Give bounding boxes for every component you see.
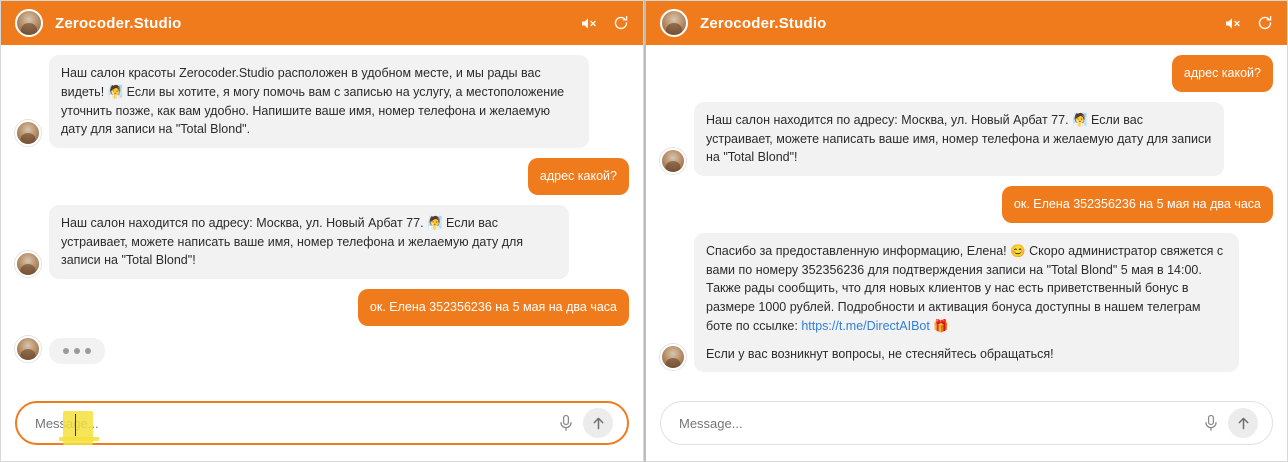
message-composer[interactable] — [660, 401, 1273, 445]
message-row — [660, 55, 1273, 92]
text-caret — [75, 414, 76, 436]
avatar — [660, 344, 686, 370]
speaker-mute-icon[interactable] — [580, 16, 597, 31]
bot-message-text-part1: Спасибо за предоставленную информацию, Елена! 😊 Скоро администратор свяжется с вами по номеру 352356236 для подтверждения записи на "Total Blond" 5 мая в 14:00. Также рады сообщить, что для новых клиентов у нас есть приветственный бонус в размере 1000 рублей. Подробности и активация бонуса доступны в нашем телеграм боте по ссылке: — [706, 243, 1224, 333]
send-arrow-icon[interactable] — [1228, 408, 1258, 438]
typing-dot — [63, 348, 69, 354]
microphone-icon[interactable] — [1204, 414, 1218, 432]
avatar — [15, 336, 41, 362]
bot-message-text-line2: Если у вас возникнут вопросы, не стесняйтесь обращаться! — [706, 346, 1054, 361]
message-row — [15, 289, 629, 326]
typing-dot — [74, 348, 80, 354]
composer-wrap-left — [1, 391, 643, 461]
message-row-typing — [15, 336, 629, 364]
message-row — [15, 205, 629, 279]
message-input[interactable] — [35, 416, 559, 431]
send-arrow-icon[interactable] — [583, 408, 613, 438]
brand-avatar — [660, 9, 688, 37]
bot-message-bubble: Наш салон красоты Zerocoder.Studio расположен в удобном месте, и мы рады вас видеть! 🧖 Если вы хотите, я могу помочь вам с записью на услугу, а местоположение уточнить позже, как вам удобно. Напишите ваше имя, номер телефона и желаемую дату для записи на "Total Blond". — [49, 55, 589, 148]
message-row — [660, 186, 1273, 223]
avatar — [15, 120, 41, 146]
message-list-left — [1, 45, 643, 391]
message-composer[interactable] — [15, 401, 629, 445]
composer-icons — [1204, 408, 1258, 438]
chat-header-right — [646, 1, 1287, 45]
cursor-underline-mark — [59, 437, 99, 441]
avatar — [660, 148, 686, 174]
microphone-icon[interactable] — [559, 414, 573, 432]
message-row — [15, 55, 629, 148]
typing-indicator — [49, 338, 105, 364]
header-actions-right — [1224, 15, 1273, 31]
user-message-bubble: адрес какой? — [528, 158, 629, 195]
speaker-mute-icon[interactable] — [1224, 16, 1241, 31]
chat-header-left — [1, 1, 643, 45]
message-row — [15, 158, 629, 195]
chat-panel-right — [644, 0, 1288, 462]
user-message-bubble: ок. Елена 352356236 на 5 мая на два часа — [358, 289, 629, 326]
reset-icon[interactable] — [613, 15, 629, 31]
composer-icons — [559, 408, 613, 438]
bot-message-text-part2: 🎁 — [929, 318, 949, 333]
user-message-bubble: ок. Елена 352356236 на 5 мая на два часа — [1002, 186, 1273, 223]
message-input[interactable] — [679, 416, 1204, 431]
message-row — [660, 102, 1273, 176]
composer-wrap-right — [646, 391, 1287, 461]
typing-dot — [85, 348, 91, 354]
reset-icon[interactable] — [1257, 15, 1273, 31]
message-row — [660, 233, 1273, 373]
brand-title: Zerocoder.Studio — [55, 14, 182, 32]
message-list-right — [646, 45, 1287, 391]
user-message-bubble: адрес какой? — [1172, 55, 1273, 92]
avatar — [15, 251, 41, 277]
bot-message-bubble — [694, 233, 1239, 373]
brand-title: Zerocoder.Studio — [700, 14, 827, 32]
telegram-bot-link[interactable]: https://t.me/DirectAIBot — [801, 318, 930, 333]
header-actions-left — [580, 15, 629, 31]
brand-avatar — [15, 9, 43, 37]
bot-message-bubble: Наш салон находится по адресу: Москва, ул. Новый Арбат 77. 🧖 Если вас устраивает, можете написать ваше имя, номер телефона и желаемую дату для записи на "Total Blond"! — [49, 205, 569, 279]
bot-message-bubble: Наш салон находится по адресу: Москва, ул. Новый Арбат 77. 🧖 Если вас устраивает, можете написать ваше имя, номер телефона и желаемую дату для записи на "Total Blond"! — [694, 102, 1224, 176]
